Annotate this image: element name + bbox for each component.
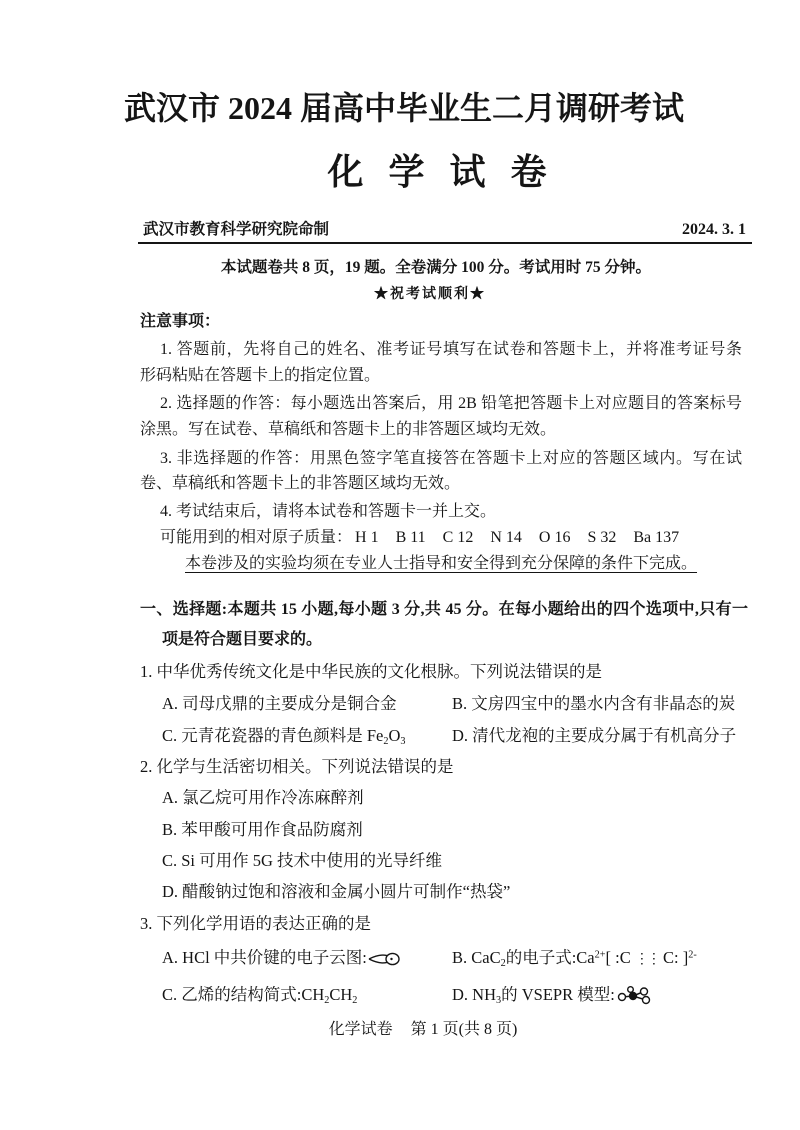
question-1-option-a: A. 司母戊鼎的主要成分是铜合金: [162, 694, 397, 713]
option-text: CH: [329, 985, 353, 1004]
question-1-option-d: D. 清代龙袍的主要成分属于有机高分子: [452, 726, 737, 745]
subscript: 2: [500, 957, 506, 969]
question-3-option-d: [452, 985, 655, 1005]
atomic-mass-item: B 11: [395, 529, 426, 546]
question-2-option-d: D. 醋酸钠过饱和溶液和金属小圆片可制作“热袋”: [162, 882, 511, 901]
footer-page-number: 第 1 页(共 8 页): [410, 1021, 518, 1038]
atomic-mass-label: 可能用到的相对原子质量：: [160, 529, 353, 546]
atomic-mass-row: [160, 528, 679, 548]
question-3-stem: 3. 下列化学用语的表达正确的是: [140, 914, 371, 933]
option-text: C. 乙烯的结构简式:CH: [162, 985, 325, 1004]
notice-item-3-line-1: 3. 非选择题的作答：用黑色签字笔直接答在答题卡上对应的答题区域内。写在试: [160, 450, 742, 467]
option-text: 的 VSEPR 模型:: [501, 985, 615, 1004]
option-text: C. 元青花瓷器的青色颜料是 Fe: [162, 726, 384, 745]
footer-subject: 化学试卷: [328, 1021, 393, 1038]
notice-item-2-line-2: 涂黑。写在试卷、草稿纸和答题卡上的非答题区域均无效。: [140, 421, 557, 438]
option-text: 的电子式:Ca: [505, 948, 595, 967]
notice-item-4-line-1: 4. 考试结束后，请将本试卷和答题卡一并上交。: [160, 503, 497, 520]
notice-item-2-line-1: 2. 选择题的作答：每小题选出答案后，用 2B 铅笔把答题卡上对应题目的答案标号: [160, 395, 742, 412]
question-2-option-c: C. Si 可用作 5G 技术中使用的光导纤维: [162, 851, 443, 870]
section-heading-line-2: 项是符合题目要求的。: [162, 631, 323, 648]
subscript: 3: [400, 735, 406, 747]
section-heading-line-1: 一、选择题:本题共 15 小题,每小题 3 分,共 45 分。在每小题给出的四个选项中,只有一: [140, 601, 748, 618]
option-text: O: [388, 726, 401, 745]
vsepr-model-icon: [615, 986, 655, 1006]
exam-info: 本试题卷共 8 页，19 题。全卷满分 100 分。考试用时 75 分钟。: [220, 259, 652, 276]
superscript: 2+: [594, 949, 606, 961]
safety-note: 本卷涉及的实验均须在专业人士指导和安全得到充分保障的条件下完成。: [185, 555, 698, 572]
option-text: D. NH: [452, 985, 496, 1004]
atomic-mass-item: S 32: [587, 529, 617, 546]
question-2-option-a: A. 氯乙烷可用作冷冻麻醉剂: [162, 788, 364, 807]
option-text: B. CaC: [452, 948, 501, 967]
question-2-option-b: B. 苯甲酸可用作食品防腐剂: [162, 820, 363, 839]
notice-item-1-line-1: 1. 答题前，先将自己的姓名、准考证号填写在试卷和答题卡上，并将准考证号条: [160, 341, 742, 358]
question-1-stem: 1. 中华优秀传统文化是中华民族的文化根脉。下列说法错误的是: [140, 662, 602, 681]
question-3-option-a: [162, 948, 401, 968]
atomic-mass-item: O 16: [538, 529, 571, 546]
electron-formula-right: C: ]: [658, 948, 689, 967]
atomic-mass-item: C 12: [442, 529, 474, 546]
subscript: 2: [383, 735, 389, 747]
notice-item-1-line-2: 形码粘贴在答题卡上的指定位置。: [140, 367, 381, 384]
page-footer: [273, 1020, 573, 1040]
subscript: 2: [324, 994, 330, 1006]
question-1-option-b: B. 文房四宝中的墨水内含有非晶态的炭: [452, 694, 736, 713]
electron-cloud-icon: [367, 950, 401, 968]
question-2-stem: 2. 化学与生活密切相关。下列说法错误的是: [140, 757, 454, 776]
atomic-mass-item: N 14: [490, 529, 522, 546]
notice-item-3-line-2: 卷、草稿纸和答题卡上的非答题区域均无效。: [140, 475, 461, 492]
electron-formula-left: [ :C: [605, 948, 635, 967]
header-divider: [138, 242, 752, 244]
subscript: 2: [352, 994, 358, 1006]
option-text: A. HCl 中共价键的电子云图:: [162, 948, 367, 967]
atomic-mass-item: H 1: [355, 529, 379, 546]
subscript: 3: [496, 994, 502, 1006]
question-1-option-c: [162, 726, 406, 746]
superscript: 2-: [688, 949, 697, 961]
issuer-label: 武汉市教育科学研究院命制: [143, 221, 330, 238]
question-3-option-b: [452, 948, 697, 968]
atomic-mass-item: Ba 137: [633, 529, 680, 546]
good-luck-banner: ★祝考试顺利★: [374, 287, 486, 302]
exam-title: 武汉市 2024 届高中毕业生二月调研考试: [123, 90, 684, 126]
triple-bond-dots: ⋮⋮: [634, 952, 659, 967]
question-3-option-c: [162, 985, 357, 1005]
subject-title: 化 学 试 卷: [327, 152, 547, 192]
notice-heading: 注意事项：: [140, 313, 221, 330]
exam-date: 2024. 3. 1: [682, 221, 746, 238]
atomic-mass-list: [355, 528, 679, 548]
